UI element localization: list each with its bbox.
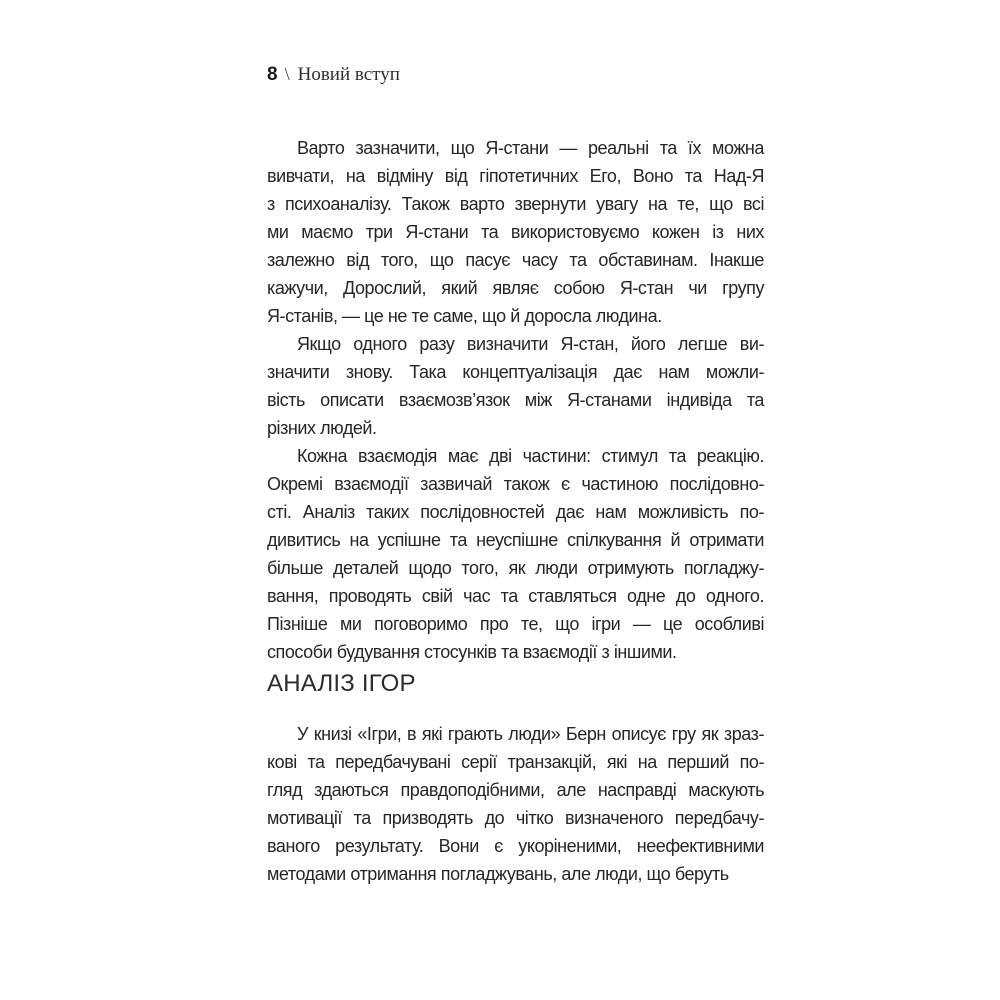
text-line: Якщо одного разу визначити Я-стан, його легше ви- bbox=[297, 334, 764, 354]
text-line: У книзі «Ігри, в які грають люди» Берн описує гру як зраз- bbox=[297, 724, 764, 744]
text-line: кажучи, Дорослий, який являє собою Я-стан чи групу bbox=[267, 278, 764, 298]
text-column bbox=[267, 134, 764, 888]
section-heading: АНАЛІЗ ІГОР bbox=[267, 670, 416, 697]
text-line: Пізніше ми поговоримо про те, що ігри — це особливі bbox=[267, 614, 764, 634]
paragraph bbox=[267, 134, 764, 330]
text-line: залежно від того, що пасує часу та обставинам. Інакше bbox=[267, 250, 764, 270]
paragraph bbox=[267, 442, 764, 666]
text-line: Я-станів, — це не те саме, що й доросла людина. bbox=[267, 306, 662, 326]
chapter-title: Новий вступ bbox=[297, 64, 400, 85]
text-line: ми маємо три Я-стани та використовуємо кожен із них bbox=[267, 222, 764, 242]
paragraph bbox=[267, 330, 764, 442]
page-number: 8 bbox=[267, 64, 278, 85]
text-line: з психоаналізу. Також варто звернути увагу на те, що всі bbox=[267, 194, 764, 214]
header-separator: \ bbox=[284, 64, 290, 84]
text-line: дивитись на успішне та неуспішне спілкування й отримати bbox=[267, 530, 764, 550]
text-line: Окремі взаємодії зазвичай також є частиною послідовно- bbox=[267, 474, 764, 494]
text-line: різних людей. bbox=[267, 418, 377, 438]
text-line: Варто зазначити, що Я-стани — реальні та їх можна bbox=[297, 138, 764, 158]
text-line: методами отримання погладжувань, але люди, що беруть bbox=[267, 864, 729, 884]
running-header bbox=[267, 64, 764, 86]
text-line: ваного результату. Вони є укоріненими, неефективними bbox=[267, 836, 764, 856]
text-line: вість описати взаємозв’язок між Я-станами індивіда та bbox=[267, 390, 764, 410]
section-paragraphs bbox=[267, 720, 764, 888]
intro-paragraphs bbox=[267, 134, 764, 666]
text-line: вання, проводять свій час та ставляться одне до одного. bbox=[267, 586, 764, 606]
text-line: Кожна взаємодія має дві частини: стимул та реакцію. bbox=[297, 446, 764, 466]
paragraph bbox=[267, 720, 764, 888]
text-line: більше деталей щодо того, як люди отримують погладжу- bbox=[267, 558, 764, 578]
text-line: сті. Аналіз таких послідовностей дає нам можливість по- bbox=[267, 502, 764, 522]
text-line: значити знову. Така концептуалізація дає нам можли- bbox=[267, 362, 764, 382]
text-line: вивчати, на відміну від гіпотетичних Его, Воно та Над-Я bbox=[267, 166, 764, 186]
text-line: кові та передбачувані серії транзакцій, які на перший по- bbox=[267, 752, 764, 772]
text-line: гляд здаються правдоподібними, але насправді маскують bbox=[267, 780, 764, 800]
text-line: мотивації та призводять до чітко визначеного передбачу- bbox=[267, 808, 764, 828]
text-line: способи будування стосунків та взаємодії з іншими. bbox=[267, 642, 677, 662]
